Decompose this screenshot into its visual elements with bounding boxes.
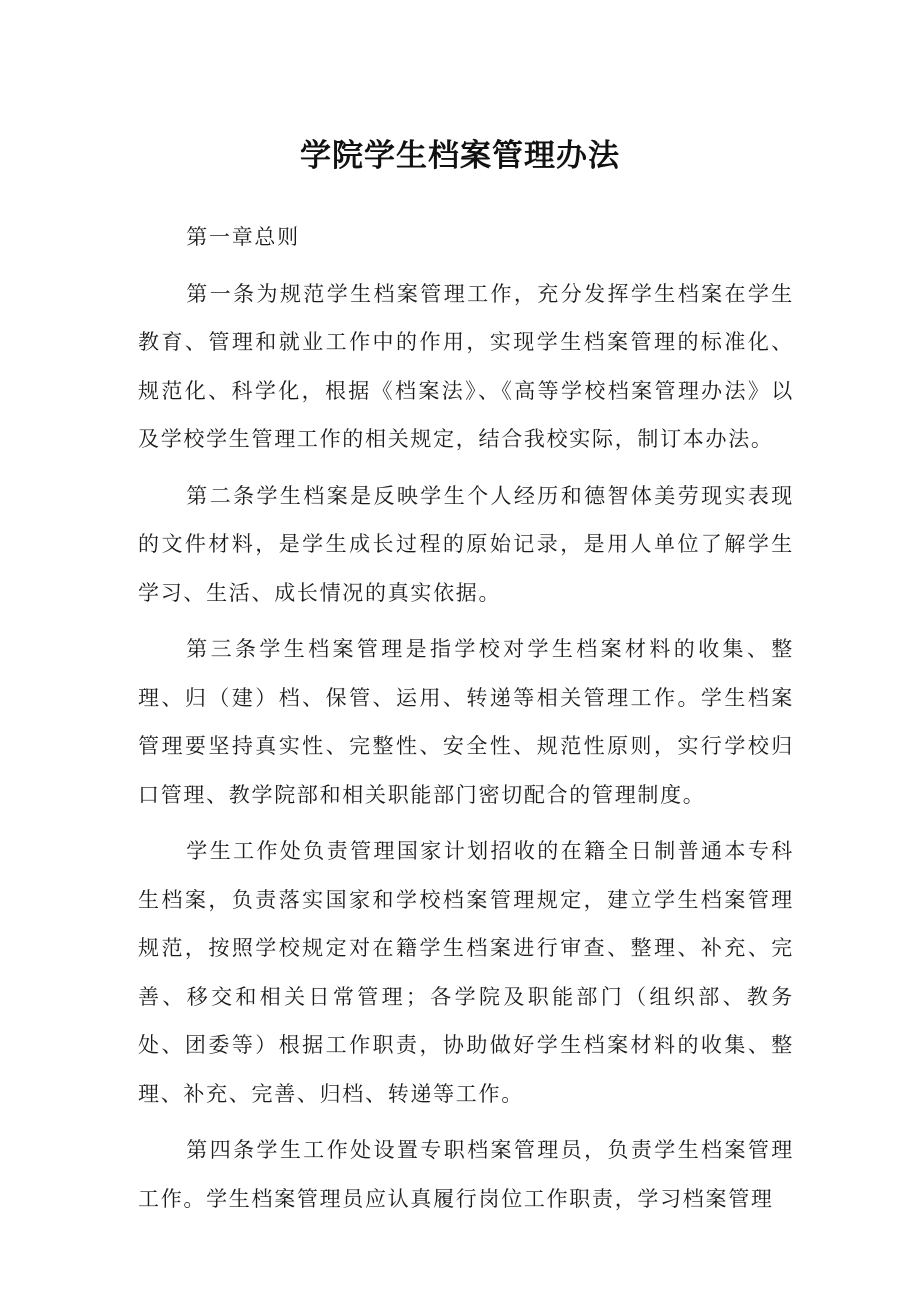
document-body: [138, 213, 794, 1231]
article-1: 第一条为规范学生档案管理工作，充分发挥学生档案在学生教育、管理和就业工作中的作用，实现学生档案管理的标准化、规范化、科学化，根据《档案法》、《高等学校档案管理办法》以及学校学生管理工作的相关规定，结合我校实际，制订本办法。: [138, 281, 794, 451]
chapter-heading: 第一章总则: [186, 225, 300, 249]
article-3: 第三条学生档案管理是指学校对学生档案材料的收集、整理、归（建）档、保管、运用、转递等相关管理工作。学生档案管理要坚持真实性、完整性、安全性、规范性原则，实行学校归口管理、教学院部和相关职能部门密切配合的管理制度。: [138, 637, 794, 807]
article-2: 第二条学生档案是反映学生个人经历和德智体美劳现实表现的文件材料，是学生成长过程的原始记录，是用人单位了解学生学习、生活、成长情况的真实依据。: [138, 483, 794, 605]
article-3-continued: 学生工作处负责管理国家计划招收的在籍全日制普通本专科生档案，负责落实国家和学校档案管理规定，建立学生档案管理规范，按照学校规定对在籍学生档案进行审查、整理、补充、完善、移交和相关日常管理；各学院及职能部门（组织部、教务处、团委等）根据工作职责，协助做好学生档案材料的收集、整理、补充、完善、归档、转递等工作。: [138, 839, 794, 1106]
article-4: 第四条学生工作处设置专职档案管理员，负责学生档案管理工作。学生档案管理员应认真履行岗位工作职责，学习档案管理: [138, 1138, 794, 1211]
document-title: 学院学生档案管理办法: [300, 138, 620, 174]
